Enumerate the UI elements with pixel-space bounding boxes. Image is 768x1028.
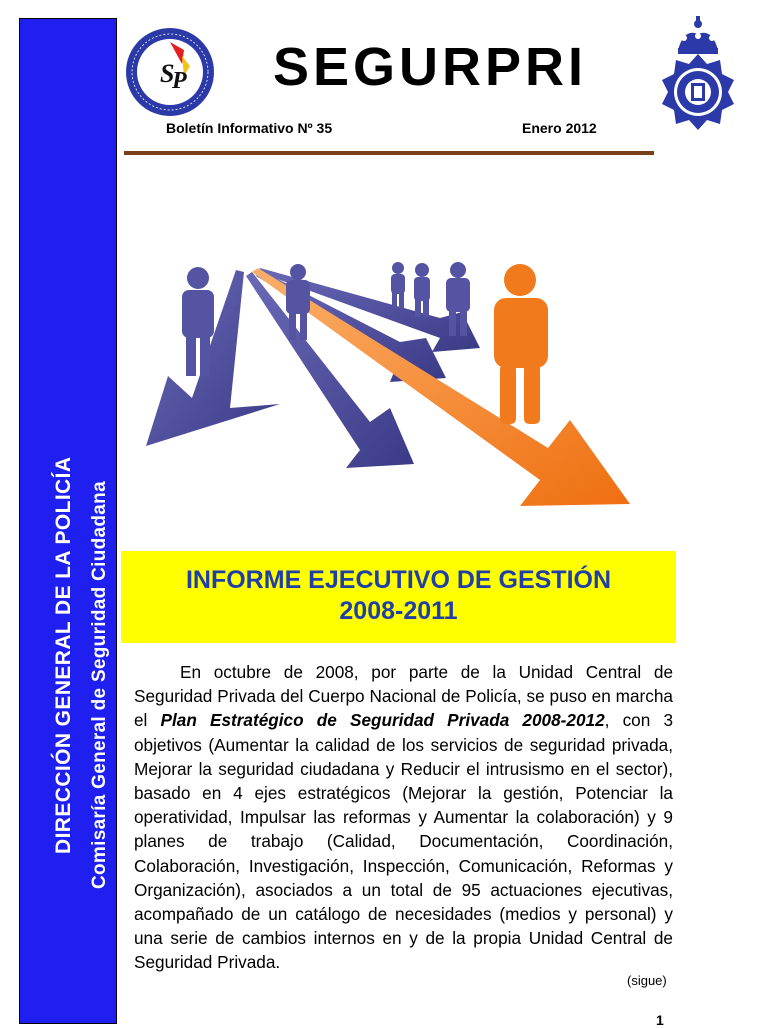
body-text-intro: En octubre de 2008, por parte de la Unidad Central de Seguridad Privada del Cuerpo Nacional de Policía, se puso en marcha el	[134, 662, 673, 731]
plan-name: Plan Estratégico de Seguridad Privada 2008-2012	[160, 710, 605, 731]
page-number: 1	[656, 1012, 664, 1028]
page-title: SEGURPRI	[272, 37, 588, 97]
report-title: INFORME EJECUTIVO DE GESTIÓN	[185, 566, 612, 594]
report-period: 2008-2011	[339, 597, 458, 625]
report-banner	[121, 551, 676, 643]
bulletin-number: Boletín Informativo Nº 35	[166, 120, 333, 136]
segurpri-logo	[124, 26, 216, 118]
continued-note: (sigue)	[627, 973, 667, 988]
sidebar-subtitle: Comisaría General de Seguridad Ciudadana	[89, 481, 110, 889]
header-divider	[124, 151, 654, 155]
svg-text:S: S	[160, 59, 175, 88]
police-badge-icon	[654, 14, 742, 132]
sidebar-title: DIRECCIÓN GENERAL DE LA POLICÍA	[52, 456, 75, 854]
svg-text:P: P	[172, 68, 187, 94]
issue-date: Enero 2012	[522, 120, 597, 136]
arrows-illustration	[140, 258, 640, 516]
body-paragraph	[134, 660, 673, 975]
body-text-rest: , con 3 objetivos (Aumentar la calidad de los servicios de seguridad privada, Mejorar la seguridad ciudadana y Reducir el intrusismo en el sector), basado en 4 ejes estratégicos (Mejorar la gestión, Potenciar la operatividad, Impulsar las reformas y Aumentar la colaboración) y 9 planes de trabajo (Calidad, Documentación, Coordinación, Colaboración, Investigación, Inspección, Comunicación, Reformas y Organización), asociados a un total de 95 actuaciones ejecutivas, acompañado de un catálogo de necesidades (medios y personal) y una serie de cambios internos en y de la propia Unidad Central de Seguridad Privada.	[134, 710, 673, 973]
sidebar-band	[19, 18, 117, 1024]
